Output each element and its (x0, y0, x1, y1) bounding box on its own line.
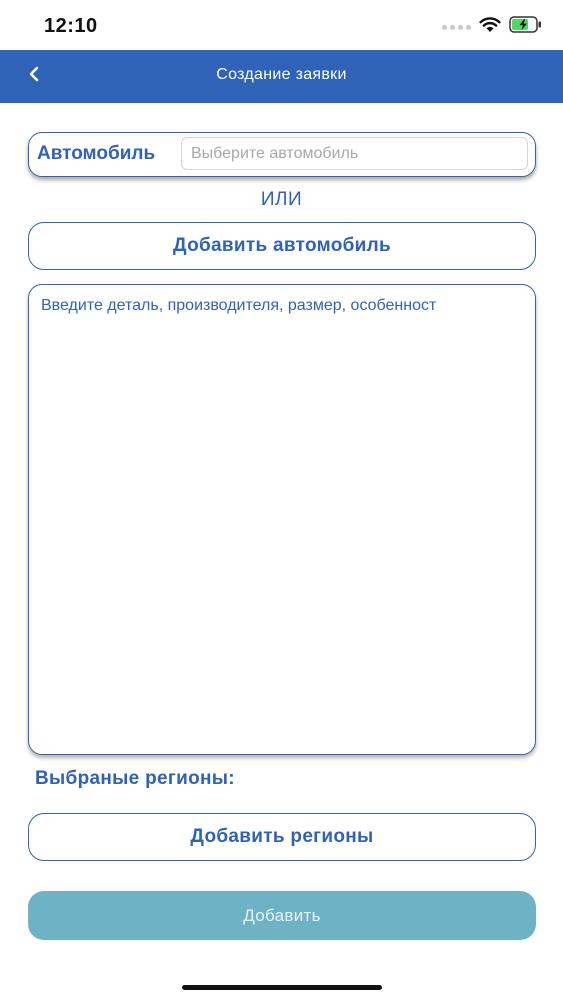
car-selector (28, 132, 536, 177)
battery-charging-icon (509, 16, 543, 38)
selected-regions-label: Выбраные регионы: (35, 768, 235, 789)
status-bar (0, 0, 563, 50)
or-separator: ИЛИ (260, 189, 303, 210)
add-car-button[interactable]: Добавить автомобиль (28, 222, 536, 270)
status-time: 12:10 (44, 15, 98, 37)
add-regions-button[interactable]: Добавить регионы (28, 813, 536, 861)
status-indicators (442, 16, 543, 38)
car-label: Автомобиль (37, 143, 156, 164)
home-indicator[interactable] (182, 985, 382, 990)
wifi-icon (479, 17, 501, 38)
cellular-signal-icon (442, 25, 471, 30)
navigation-bar (0, 50, 563, 103)
submit-button[interactable]: Добавить (28, 891, 536, 940)
page-title: Создание заявки (216, 66, 347, 83)
details-input[interactable] (28, 284, 536, 755)
car-input[interactable] (181, 137, 528, 170)
